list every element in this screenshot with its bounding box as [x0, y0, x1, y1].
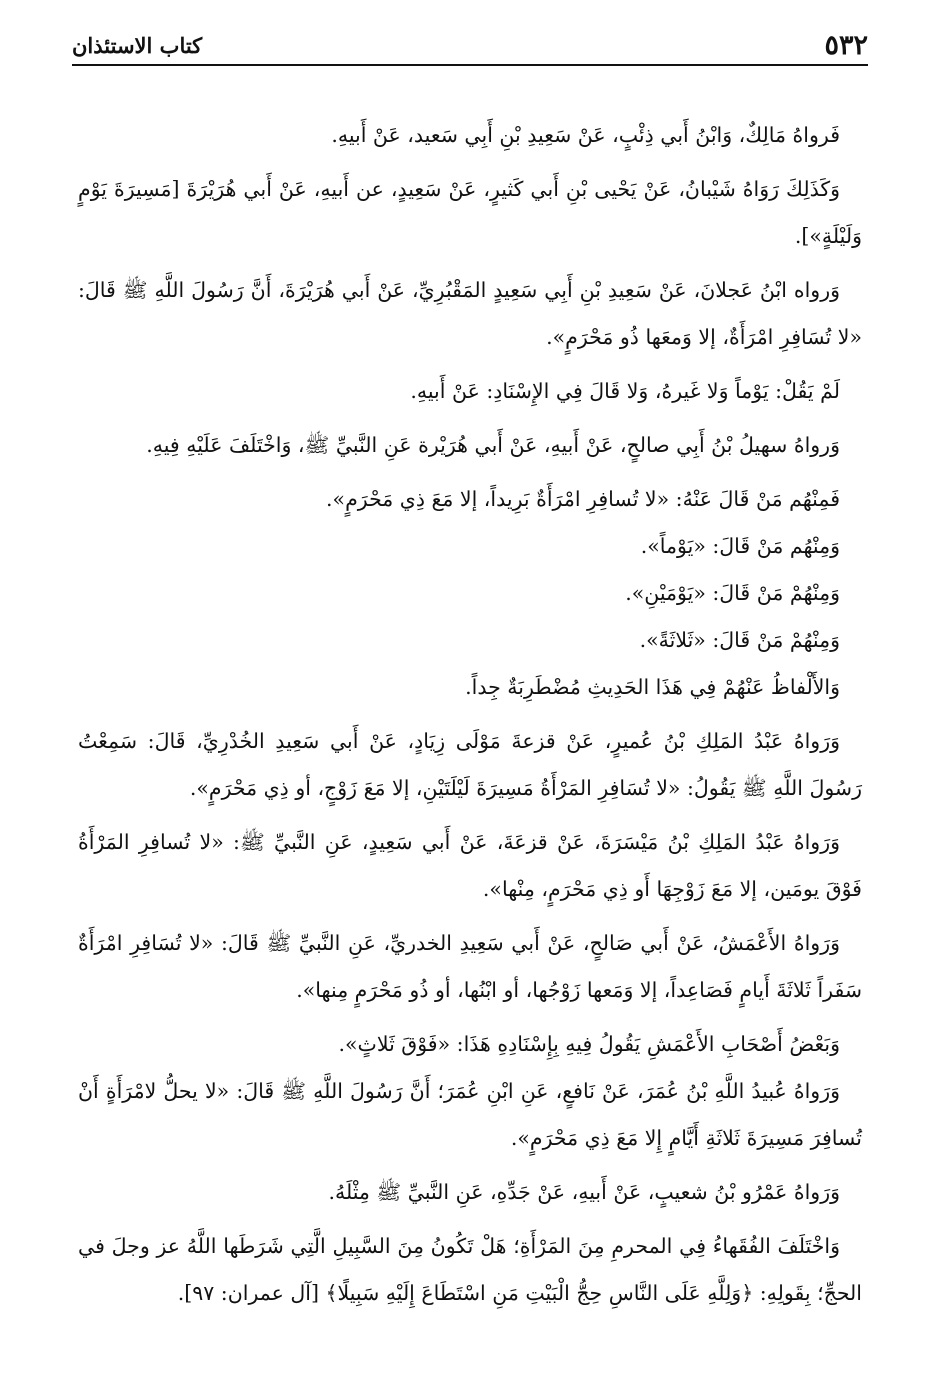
paragraph: وَالأَلْفاظُ عَنْهُمْ فِي هَذَا الحَدِيثِ مُضْطَرِبَةٌ جِداً. [465, 675, 840, 699]
paragraph: وَرَواهُ عَبْدُ المَلِكِ بْنُ مَيْسَرَةَ، عَنْ قزعَةَ، عَنْ أَبي سَعِيدٍ، عَنِ النَّبيِّ ﷺ: «لا تُسافِرِ المَرْأَةُ فَوْقَ يومَين، إلا مَعَ زَوْجِهَا أَو ذِي مَحْرَمٍ، مِنْها». [78, 830, 862, 901]
paragraph: وَرَواهُ عَمْرُو بْنُ شعيبٍ، عَنْ أَبيهِ، عَنْ جَدِّهِ، عَنِ النَّبيِّ ﷺ مِثْلَهُ. [328, 1180, 840, 1204]
paragraph: وَرَواهُ عُبيدُ اللَّهِ بْنُ عُمَرَ، عَنْ نَافعٍ، عَنِ ابْنِ عُمَرَ؛ أَنَّ رَسُولَ اللَّهِ ﷺ قَالَ: «لا يحلُّ لامْرَأَةٍ أَنْ تُسافِرَ مَسِيرَةَ ثَلاثَةِ أَيَّامٍ إِلا مَعَ ذِي مَحْرَمٍ». [78, 1079, 862, 1150]
paragraph: فَمِنْهُم مَنْ قَالَ عَنْهُ: «لا تُسافِرِ امْرَأَةٌ بَرِيداً، إلا مَعَ ذِي مَحْرَمٍ». [326, 487, 840, 511]
paragraph: وَاخْتَلَفَ الفُقَهاءُ فِي المحرمِ مِنَ المَرْأَةِ؛ هَلْ تَكُونُ مِنَ السَّبِيلِ الَّتِي شَرَطَها اللَّهُ عز وجلَ في الحجِّ؛ بِقَولِهِ: ﴿وَلِلَّهِ عَلَى النَّاسِ حِجُّ الْبَيْتِ مَنِ اسْتَطَاعَ إِلَيْهِ سَبِيلًا﴾ [آل عمران: ٩٧]. [78, 1234, 862, 1305]
running-title: كتاب الاستئذان [72, 33, 203, 58]
paragraph: وَرَواهُ الأَعْمَشُ، عَنْ أَبي صَالحٍ، عَنْ أَبي سَعِيدِ الخدريِّ، عَنِ النَّبيِّ ﷺ قَالَ: «لا تُسَافِرِ امْرَأَةٌ سَفَراً ثَلاثَةَ أَيامٍ فَصَاعِداً، إلا وَمَعها زَوْجُها، أو ابْنُها، أو ذُو مَحْرَمٍ مِنها». [78, 931, 862, 1002]
page-body [78, 112, 862, 1324]
page-header [72, 28, 868, 64]
paragraph: وَرَواهُ عَبْدُ المَلِكِ بْنُ عُميرٍ، عَنْ قزعةَ مَوْلَى زِيَادٍ، عَنْ أَبي سَعِيدِ الخُدْرِيِّ، قَالَ: سَمِعْتُ رَسُولَ اللَّهِ ﷺ يَقُولُ: «لا تُسَافِرِ المَرْأَةُ مَسِيرَةَ لَيْلَتَيْنِ، إلا مَعَ زَوْجٍ، أو ذِي مَحْرَمٍ». [78, 729, 862, 800]
paragraph: وَبَعْضُ أَصْحَابِ الأَعْمَشِ يَقُولُ فِيهِ بِإِسْنَادِهِ هَذَا: «فَوْقَ ثَلاثٍ». [338, 1032, 840, 1056]
paragraph: وَمِنْهُمْ مَنْ قَالَ: «ثَلاثَةً». [639, 628, 840, 652]
paragraph: فَرواهُ مَالِكٌ، وَابْنُ أَبي ذِئْبٍ، عَنْ سَعِيدِ بْنِ أَبِي سَعيد، عَنْ أَبيهِ. [331, 123, 840, 147]
header-rule [72, 64, 868, 66]
paragraph: وَرواهُ سهيلُ بْنُ أَبِي صالحٍ، عَنْ أَبيهِ، عَنْ أَبي هُرَيْرة عَنِ النَّبيِّ ﷺ، وَاخْتَلَفَ عَلَيْهِ فِيهِ. [146, 433, 840, 457]
paragraph: وَمِنْهُمْ مَنْ قَالَ: «يَوْمَيْنِ». [625, 581, 840, 605]
page-number: ٥٣٢ [824, 30, 868, 61]
paragraph: لَمْ يَقُلْ: يَوْماً وَلا غَيرهُ، وَلا قَالَ فِي الإِسْنَادِ: عَنْ أَبيهِ. [410, 379, 840, 403]
paragraph: وَكَذَلِكَ رَوَاهُ شَيْبانُ، عَنْ يَحْيى بْنِ أَبي كَثيرٍ، عَنْ سَعِيدٍ، عن أَبيهِ، عَنْ أَبي هُرَيْرَةَ [مَسِيرَةَ يَوْمٍ وَلَيْلَةٍ»]. [78, 177, 862, 248]
paragraph: وَمِنْهُم مَنْ قَالَ: «يَوْماً». [640, 534, 840, 558]
paragraph: وَرواه ابْنُ عَجلانَ، عَنْ سَعِيدِ بْنِ أَبِي سَعِيدٍ المَقْبُرِيِّ، عَنْ أَبي هُرَيْرَةَ، أَنَّ رَسُولَ اللَّهِ ﷺ قَالَ: «لا تُسَافِرِ امْرَأَةٌ، إلا وَمعَها ذُو مَحْرَمٍ». [78, 278, 862, 349]
